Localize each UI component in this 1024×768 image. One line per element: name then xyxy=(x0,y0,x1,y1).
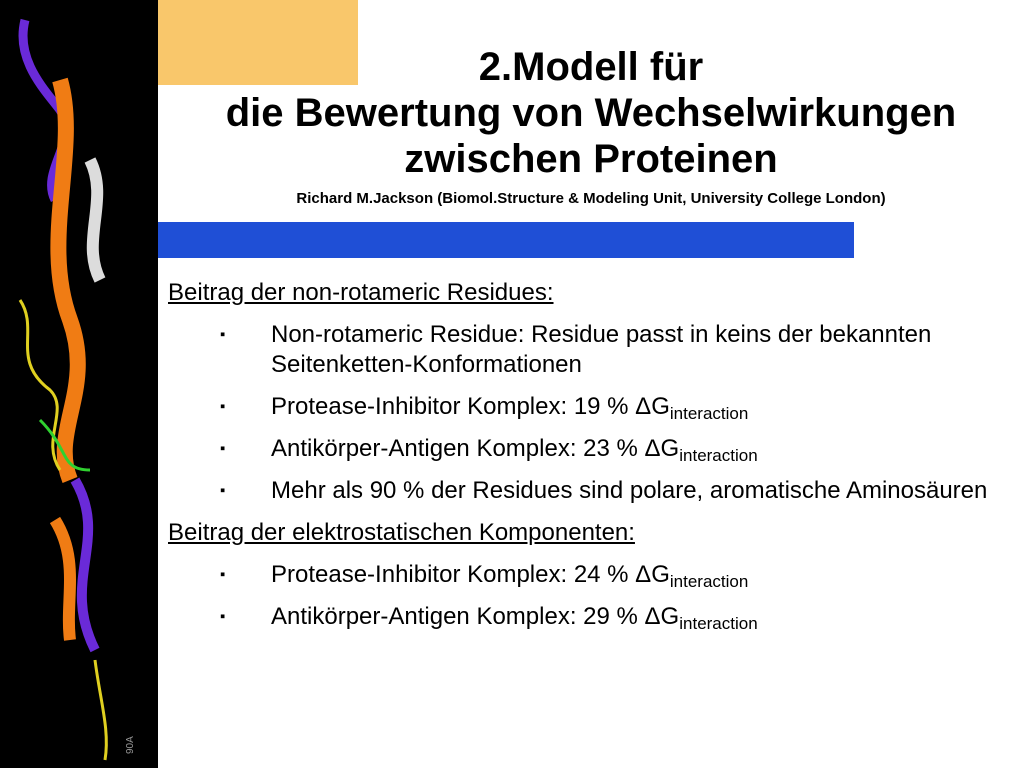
bullet-text: Non-rotameric Residue: Residue passt in keins der bekannten Seitenketten-Konformationen xyxy=(271,321,932,378)
bullet-marker: ▪ xyxy=(220,608,226,625)
bullet-text: Mehr als 90 % der Residues sind polare, aromatische Aminosäuren xyxy=(271,477,988,504)
svg-text:90A: 90A xyxy=(125,736,136,754)
bullet-marker: ▪ xyxy=(220,566,226,583)
section-heading-1: Beitrag der non-rotameric Residues: xyxy=(168,279,554,306)
bullet-marker: ▪ xyxy=(220,440,226,457)
bullet-marker: ▪ xyxy=(220,326,226,343)
slide-body xyxy=(168,278,1018,632)
title-line-3: zwischen Proteinen xyxy=(404,137,778,181)
bullet-item xyxy=(168,392,1018,422)
bullet-text: Antikörper-Antigen Komplex: 23 % ΔG xyxy=(271,435,680,462)
subscript-interaction: interaction xyxy=(669,404,749,423)
slide-title xyxy=(158,44,1024,182)
slide-subtitle: Richard M.Jackson (Biomol.Structure & Modeling Unit, University College London) xyxy=(296,190,886,207)
title-line-2: die Bewertung von Wechselwirkungen xyxy=(225,91,957,135)
bullet-marker: ▪ xyxy=(220,482,226,499)
blue-divider-bar xyxy=(158,222,854,258)
subscript-interaction: interaction xyxy=(679,446,758,465)
bullet-item xyxy=(168,602,1018,632)
bullet-item xyxy=(168,476,1018,506)
bullet-item xyxy=(168,320,1018,380)
bullet-item xyxy=(168,434,1018,464)
title-line-1: 2.Modell für xyxy=(478,45,704,89)
bullet-text: Protease-Inhibitor Komplex: 19 % ΔG xyxy=(271,393,670,420)
section-heading-2: Beitrag der elektrostatischen Komponenten: xyxy=(168,519,635,546)
bullet-text: Antikörper-Antigen Komplex: 29 % ΔG xyxy=(271,603,680,630)
subscript-interaction: interaction xyxy=(679,614,758,633)
bullet-item xyxy=(168,560,1018,590)
bullet-text: Protease-Inhibitor Komplex: 24 % ΔG xyxy=(271,561,670,588)
protein-structure-image xyxy=(0,0,158,768)
bullet-marker: ▪ xyxy=(220,398,226,415)
subscript-interaction: interaction xyxy=(669,572,749,591)
